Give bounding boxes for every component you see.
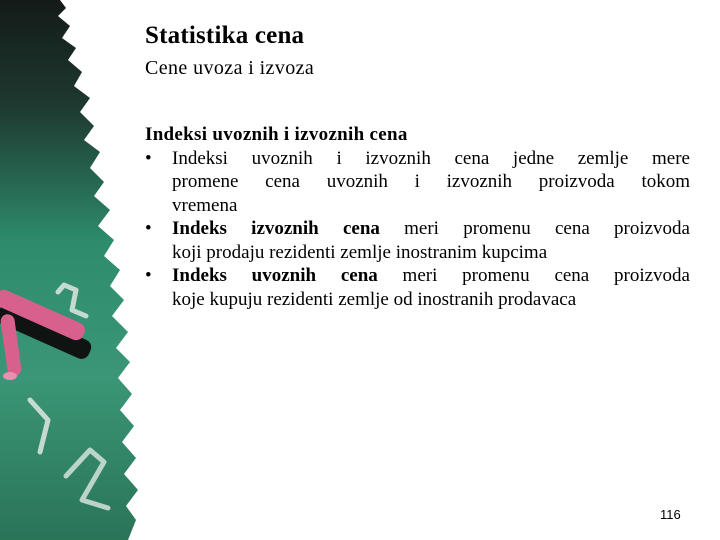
- bullet-marker: •: [145, 265, 152, 286]
- bullet-line: koje kupuju rezidenti zemlje od inostranih prodavaca: [172, 288, 577, 310]
- bullet-item: [145, 147, 690, 218]
- bullet-item: [145, 217, 690, 264]
- bullet-marker: •: [145, 147, 152, 169]
- bullet-marker: •: [145, 218, 152, 239]
- bullet-line: [172, 264, 690, 288]
- bullet-line: koji prodaju rezidenti zemlje inostranim kupcima: [172, 241, 548, 263]
- bold-term: Indeks uvoznih cena: [172, 265, 378, 286]
- bullet-line: [172, 217, 690, 241]
- bullet-item: [145, 264, 690, 311]
- bold-term: Indeks izvoznih cena: [172, 218, 380, 239]
- chalkboard-decoration: [0, 0, 140, 540]
- bullet-line: vremena: [172, 194, 238, 216]
- page-number: 116: [660, 507, 681, 522]
- slide-subtitle: Cene uvoza i izvoza: [145, 57, 315, 79]
- slide-title: Statistika cena: [145, 22, 305, 49]
- chalkboard-surface: [0, 0, 138, 540]
- bullet-text: meri promenu cena proizvoda: [379, 218, 690, 239]
- bullet-line: promene cena uvoznih i izvoznih proizvoda tokom: [172, 171, 690, 192]
- bullet-text: meri promenu cena proizvoda: [377, 265, 690, 286]
- slide-body: [145, 123, 690, 311]
- bullet-line: Indeksi uvoznih i izvoznih cena jedne zemlje mere: [172, 147, 690, 169]
- section-heading: Indeksi uvoznih i izvoznih cena: [145, 124, 408, 145]
